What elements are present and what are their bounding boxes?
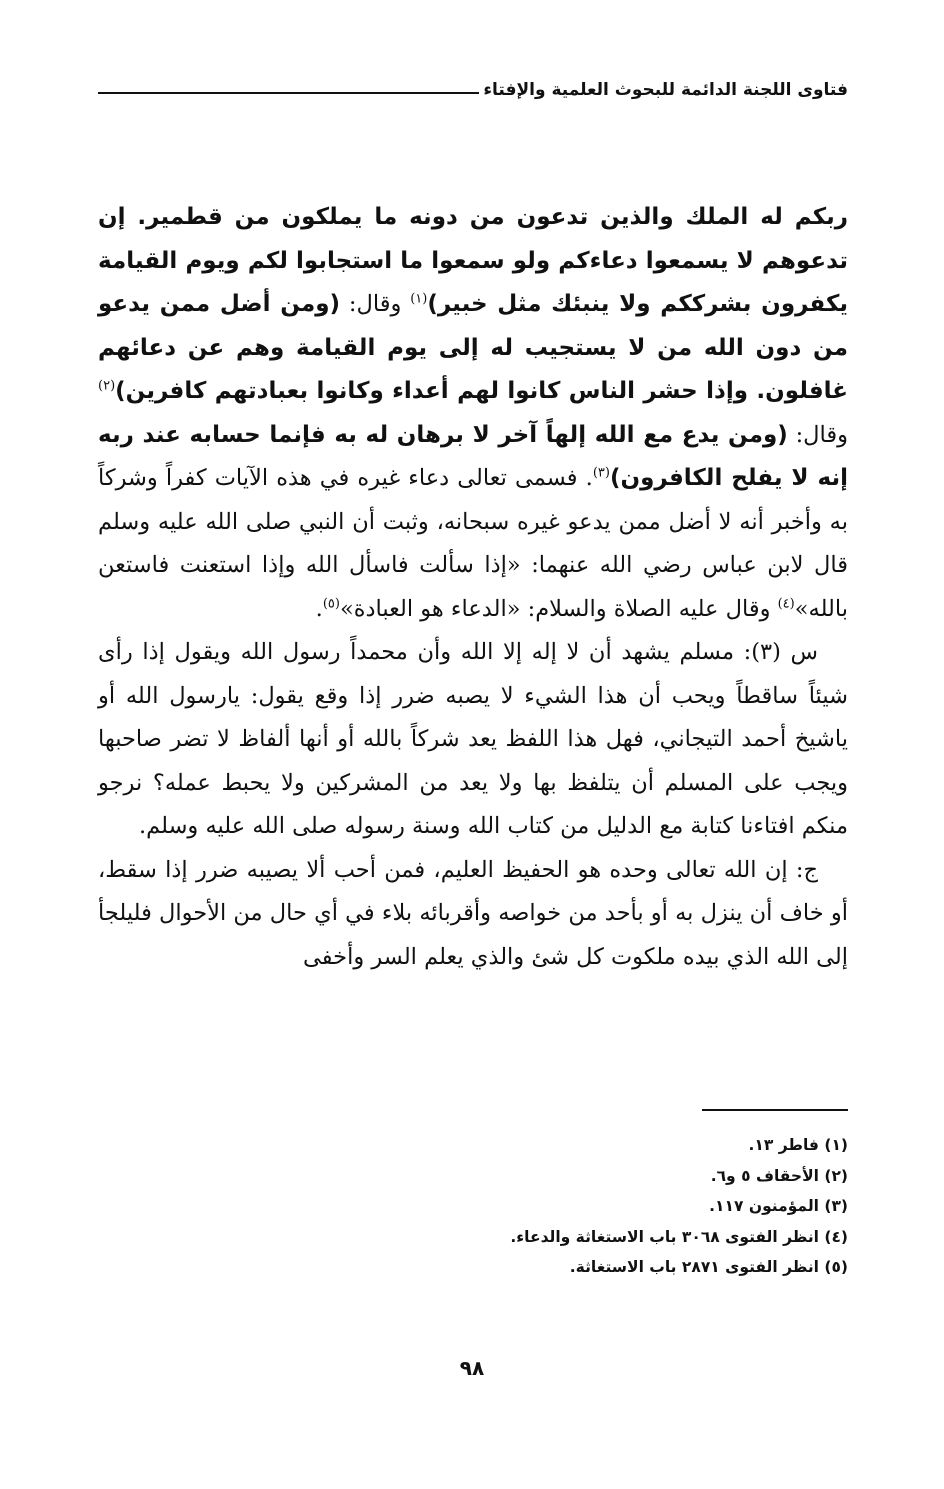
footnote-ref-4: (٤)	[777, 596, 795, 611]
main-text	[98, 196, 848, 979]
text-segment-4: وقال عليه الصلاة والسلام: «الدعاء هو العبادة»	[339, 595, 778, 622]
footnotes-list	[98, 1130, 848, 1283]
running-title: فتاوى اللجنة الدائمة للبحوث العلمية والإفتاء	[483, 80, 848, 100]
paragraph-quran-verses	[98, 196, 848, 631]
running-header	[98, 80, 848, 100]
footnote-ref-5: (٥)	[322, 596, 340, 611]
text-segment-2: وقال:	[787, 421, 848, 448]
footnote-item: (٣) المؤمنون ١١٧.	[709, 1197, 848, 1215]
answer-paragraph: ج: إن الله تعالى وحده هو الحفيظ العليم، فمن أحب ألا يصيبه ضرر إذا سقط، أو خاف أن ينزل به أو بأحد من خواصه وأقربائه بلاء في أي حال من الأحوال فليلجأ إلى الله الذي بيده ملكوت كل شئ والذي يعلم السر وأخفى	[98, 856, 848, 970]
quran-verse-3: (ومن يدع مع الله إلهاً آخر لا برهان له به فإنما حسابه عند ربه إنه لا يفلح الكافرون)	[98, 421, 848, 491]
footnote-ref-3: (٣)	[592, 465, 610, 481]
text-segment-3: . فسمى تعالى دعاء غيره في هذه الآيات كفراً وشركاً به وأخبر أنه لا أضل ممن يدعو غيره سبحانه، وثبت أن النبي صلى الله عليه وسلم قال لابن عباس رضي الله عنهما: «إذا سألت فاسأل الله وإذا استعنت فاستعن بالله»	[98, 465, 848, 622]
text-segment-5: .	[315, 595, 323, 622]
footnote-rule	[702, 1109, 848, 1111]
header-rule	[98, 92, 479, 94]
quran-verse-1: ربكم له الملك والذين تدعون من دونه ما يملكون من قطمير. إن تدعوهم لا يسمعوا دعاءكم ولو سمعوا ما استجابوا لكم ويوم القيامة يكفرون بشرككم ولا ينبئك مثل خبير)	[98, 204, 848, 317]
quran-verse-2: (ومن أضل ممن يدعو من دون الله من لا يستجيب له إلى يوم القيامة وهم عن دعائهم غافلون. وإذا حشر الناس كانوا لهم أعداء وكانوا بعبادتهم كافرين)	[98, 291, 848, 404]
page-number: ٩٨	[459, 1356, 485, 1380]
footnote-ref-1: (١)	[410, 291, 428, 307]
footnote-item: (٥) انظر الفتوى ٢٨٧١ باب الاستغاثة.	[569, 1258, 848, 1276]
footnote-item: (٤) انظر الفتوى ٣٠٦٨ باب الاستغاثة والدعاء.	[510, 1227, 848, 1246]
question-paragraph: س (٣): مسلم يشهد أن لا إله إلا الله وأن محمداً رسول الله ويقول إذا رأى شيئاً ساقطاً ويحب أن هذا الشيء لا يصبه ضرر إذا وقع يقول: يارسول الله أو ياشيخ أحمد التيجاني، فهل هذا اللفظ يعد شركاً بالله أو أنها ألفاظ لا تضر صاحبها ويجب على المسلم أن يتلفظ بها ولا يعد من المشركين ولا يحبط عمله؟ نرجو منكم افتاءنا كتابة مع الدليل من كتاب الله وسنة رسوله صلى الله عليه وسلم.	[98, 639, 848, 839]
footnote-item: (١) فاطر ١٣.	[748, 1136, 848, 1154]
footnote-ref-2: (٢)	[98, 378, 116, 394]
footnote-item: (٢) الأحقاف ٥ و٦.	[710, 1166, 848, 1185]
text-segment-1: وقال:	[340, 291, 411, 317]
